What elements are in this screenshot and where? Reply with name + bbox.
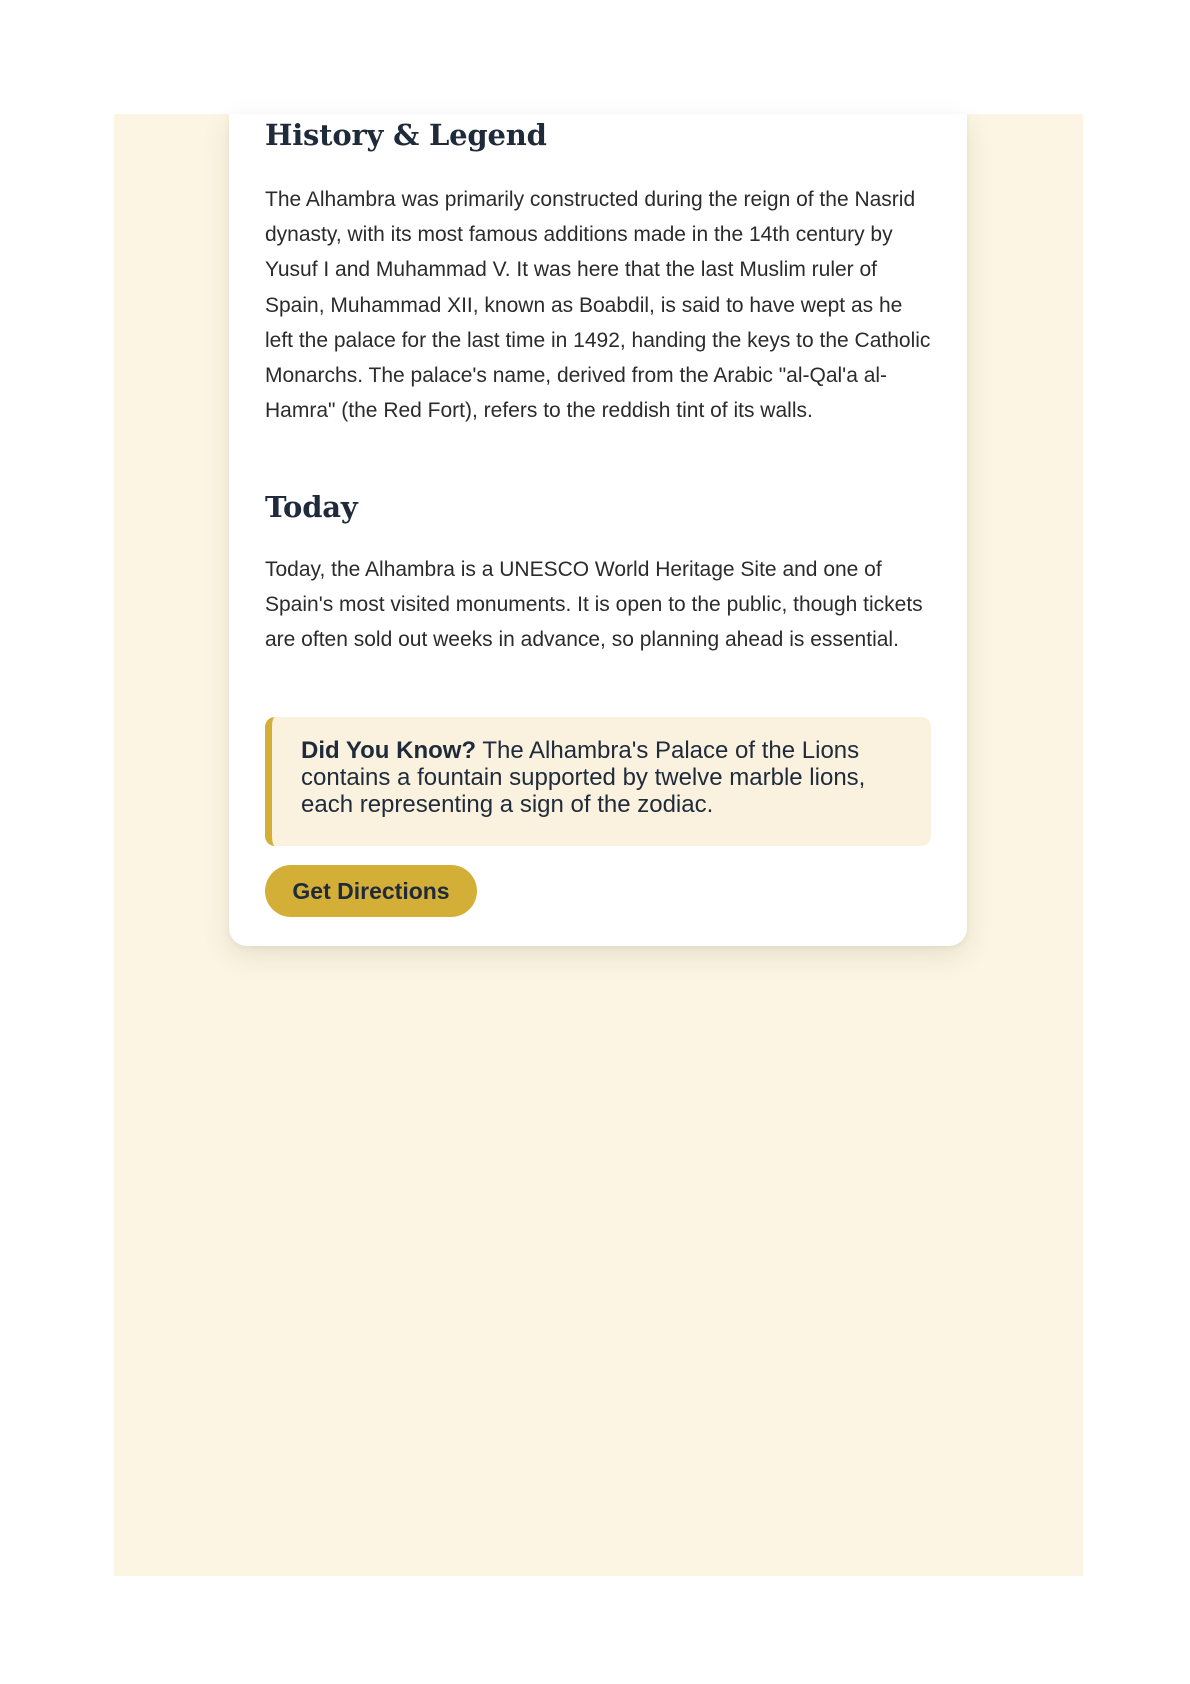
content-card [229,114,967,946]
history-section-body [265,182,935,428]
callout-text: The Alhambra's Palace of the Lions contains a fountain supported by twelve marble lions, each representing a sign of the zodiac. [301,737,866,818]
callout-label: Did You Know? [301,737,477,764]
today-paragraph: Today, the Alhambra is a UNESCO World Heritage Site and one of Spain's most visited monuments. It is open to the public, though tickets are often sold out weeks in advance, so planning ahead is essential. [265,558,923,652]
history-paragraph: The Alhambra was primarily constructed during the reign of the Nasrid dynasty, with its most famous additions made in the 14th century by Yusuf I and Muhammad V. It was here that the last Muslim ruler of Spain, Muhammad XII, known as Boabdil, is said to have wept as he left the palace for the last time in 1492, handing the keys to the Catholic Monarchs. The palace's name, derived from the Arabic "al-Qal'a al-Hamra" (the Red Fort), refers to the reddish tint of its walls. [265,188,931,423]
did-you-know-callout [265,717,931,846]
history-heading: History & Legend [265,118,547,152]
today-section-body [265,552,935,658]
get-directions-button[interactable]: Get Directions [265,865,477,917]
today-heading: Today [265,490,358,524]
